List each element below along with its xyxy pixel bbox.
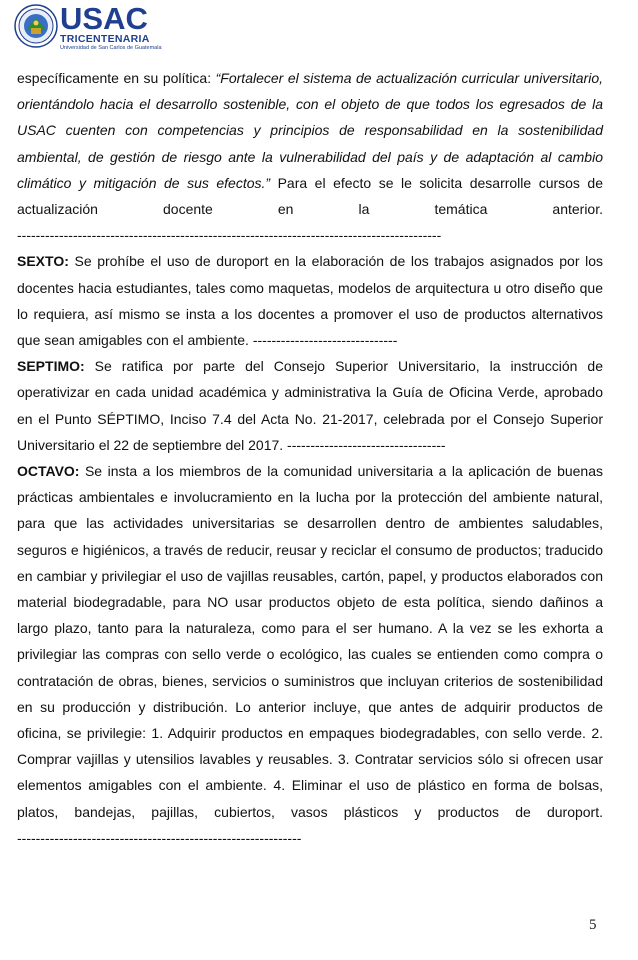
dash-filler: ------------------------------- <box>252 332 398 349</box>
intro-text: Para el efecto se le solicita desarrolle cursos de actualización docente en la temática anterior. <box>17 174 604 218</box>
section-text: Se prohíbe el uso de duroport en la elaboración de los trabajos asignados por los docentes hacia estudiantes, tales como maquetas, modelos de arquitectura u otro diseño que lo requiera, así mismo se insta a los docentes a promover el uso de productos alternativos que sean amigables con el ambiente. <box>17 253 603 349</box>
brand-name: USAC <box>60 1 148 36</box>
brand-tagline: Universidad de San Carlos de Guatemala <box>60 45 162 51</box>
dash-filler: ---------------------------------- <box>287 436 446 453</box>
policy-quote: “Fortalecer el sistema de actualización curricular universitario, orientándolo hacia el desarrollo sostenible, con el objeto de que todos los egresados de la USAC cuenten con competencias y principios de responsabilidad en la sostenibilidad ambiental, de gestión de riesgo ante la vulnerabilidad del país y de adaptación al cambio climático y mitigación de sus efectos.” <box>17 70 604 191</box>
intro-paragraph <box>17 65 603 248</box>
section-title: SEPTIMO: <box>17 358 85 375</box>
dash-filler: ------------------------------------------------------------------------------------------- <box>17 227 442 244</box>
section-title: SEXTO: <box>17 253 69 270</box>
brand-subtitle: TRICENTENARIA <box>60 33 150 45</box>
university-seal-icon <box>14 4 58 48</box>
document-body <box>17 65 603 851</box>
letterhead <box>14 1 254 52</box>
section-sexto <box>17 248 603 353</box>
section-title: OCTAVO: <box>17 463 80 480</box>
intro-lead: específicamente en su política: <box>17 70 216 86</box>
section-octavo <box>17 458 603 851</box>
page-number: 5 <box>589 917 597 933</box>
section-text: Se ratifica por parte del Consejo Superior Universitario, la instrucción de operativizar en cada unidad académica y administrativa la Guía de Oficina Verde, aprobado en el Punto SÉPTIMO, Inciso 7.4 del Acta No. 21-2017, celebrada por el Consejo Superior Universitario el 22 de septiembre del 2017. <box>17 358 603 453</box>
section-text: Se insta a los miembros de la comunidad universitaria a la aplicación de buenas prácticas ambientales e involucramiento en la lucha por la protección del ambiente natural, para que las actividades universitarias se desarrollen dentro de ambientes saludables, seguros e higiénicos, a través de reducir, reusar y reciclar el consumo de productos; traducido en cambiar y privilegiar el uso de vajillas reusables, cartón, papel, y productos elaborados con material biodegradable, para NO usar productos objeto de esta política, siendo dañinos a largo plazo, tanto para la naturaleza, como para el ser humano. A la vez se les exhorta a privilegiar las compras con sello verde o ecológico, las cuales se entienden como compra o contratación de obras, bienes, servicios o suministros que incluyan criterios de sostenibilidad en su producción y distribución. Lo anterior incluye, que antes de adquirir productos de oficina, se privilegie: 1. Adquirir productos en empaques biodegradables, con sello verde. 2. Comprar vajillas y utensilios lavables y reusables. 3. Contratar servicios sólo si ofrecen usar elementos amigables con el ambiente. 4. Eliminar el uso de plástico en forma de bolsas, platos, bandejas, pajillas, cubiertos, vasos plásticos y productos de duroport. <box>17 463 603 820</box>
brand-block <box>60 1 162 52</box>
dash-filler: ------------------------------------------------------------- <box>17 829 302 846</box>
section-septimo <box>17 353 603 458</box>
